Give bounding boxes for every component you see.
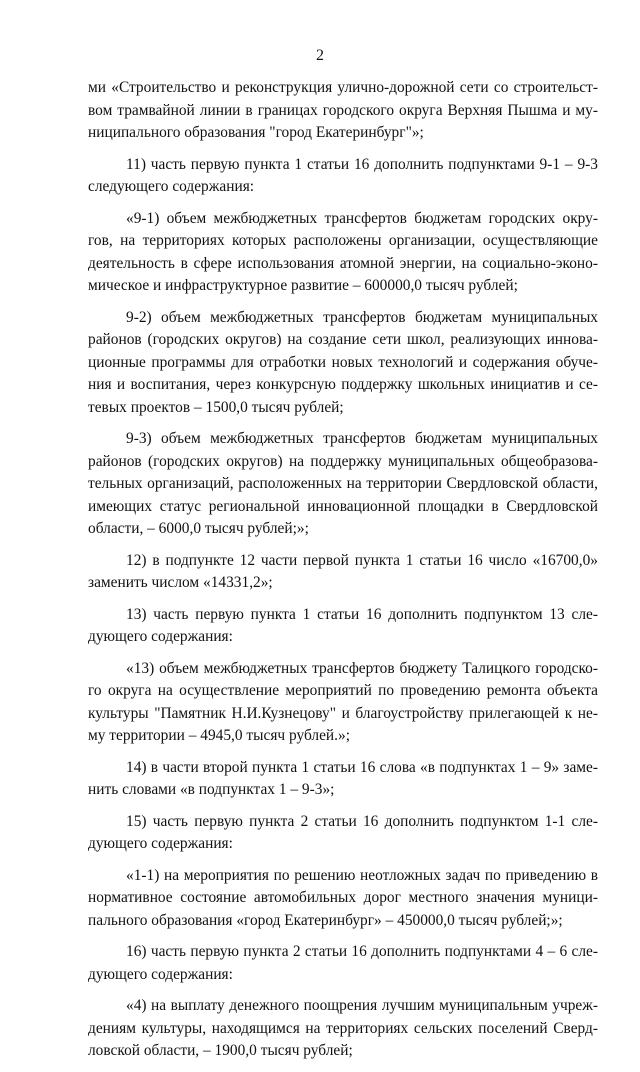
page-number: 2 — [316, 47, 324, 64]
text-line: районов (городских округов) на создание сети школ, реализующих иннова- — [88, 331, 598, 348]
text-line: дениям культуры, находящимся на территориях сельских поселений Сверд- — [88, 1019, 598, 1037]
text-line: 13) часть первую пункта 1 статьи 16 дополнить подпунктом 13 сле- — [126, 605, 598, 623]
text-line: 14) в части второй пункта 1 статьи 16 слова «в подпунктах 1 – 9» заме- — [126, 758, 598, 776]
text-line: 9-3) объем межбюджетных трансфертов бюджетам муниципальных — [126, 430, 598, 447]
text-line: имеющих статус региональной инновационной площадки в Свердловской — [88, 497, 598, 515]
paragraph — [88, 550, 598, 595]
text-line: культуры "Памятник Н.И.Кузнецову" и благоустройству прилегающей к не- — [88, 704, 598, 722]
text-line: мическое и инфраструктурное развитие – 600000,0 тысяч рублей; — [88, 277, 518, 294]
paragraph — [88, 77, 598, 145]
text-line: дующего содержания: — [88, 965, 233, 983]
paragraph — [88, 995, 598, 1063]
paragraph — [88, 658, 598, 748]
text-line: дующего содержания: — [88, 835, 233, 852]
text-line: заменить числом «14331,2»; — [88, 574, 273, 591]
text-line: ниципального образования "город Екатеринбург"»; — [88, 124, 424, 141]
text-line: тевых проектов – 1500,0 тысяч рублей; — [88, 398, 344, 416]
paragraph — [88, 154, 598, 199]
text-line: 9-2) объем межбюджетных трансфертов бюджетам муниципальных — [126, 308, 598, 326]
paragraph — [88, 208, 598, 298]
text-line: «13) объем межбюджетных трансфертов бюджету Талицкого городско- — [126, 659, 598, 677]
paragraph — [88, 941, 598, 986]
paragraph — [88, 757, 598, 802]
text-line: ционные программы для отработки новых технологий и содержания обуче- — [88, 353, 598, 371]
text-line: му территории – 4945,0 тысяч рублей.»; — [88, 727, 350, 744]
text-line: гов, на территориях которых расположены организации, осуществляющие — [88, 232, 598, 249]
text-line: ния и воспитания, через конкурсную поддержку школьных инициатив и се- — [88, 376, 598, 393]
paragraph — [88, 428, 598, 541]
paragraph — [88, 865, 598, 933]
text-line: следующего содержания: — [88, 178, 255, 195]
paragraph — [88, 604, 598, 649]
text-line: тельных организаций, расположенных на территории Свердловской области, — [88, 475, 598, 492]
text-line: дующего содержания: — [88, 628, 233, 645]
text-line: ловской области, – 1900,0 тысяч рублей; — [88, 1042, 353, 1059]
text-line: го округа на осуществление мероприятий по проведению ремонта объекта — [88, 682, 598, 699]
text-line: 15) часть первую пункта 2 статьи 16 дополнить подпунктом 1-1 сле- — [126, 812, 598, 830]
text-line: «4) на выплату денежного поощрения лучшим муниципальным учреж- — [126, 997, 598, 1014]
text-line: «9-1) объем межбюджетных трансфертов бюджетам городских окру- — [126, 209, 598, 227]
text-line: области, – 6000,0 тысяч рублей;»; — [88, 520, 309, 537]
text-line: 12) в подпункте 12 части первой пункта 1 статьи 16 число «16700,0» — [126, 551, 598, 569]
text-line: нормативное состояние автомобильных дорог местного значения муници- — [88, 889, 598, 906]
text-line: «1-1) на мероприятия по решению неотложных задач по приведению в — [126, 866, 598, 884]
text-line: деятельность в сфере использования атомной энергии, на социально-эконо- — [88, 254, 598, 272]
text-line: 11) часть первую пункта 1 статьи 16 дополнить подпунктами 9-1 – 9-3 — [126, 155, 598, 173]
text-line: районов (городских округов) на поддержку муниципальных общеобразова- — [88, 452, 598, 470]
paragraph — [88, 811, 598, 856]
paragraph — [88, 307, 598, 420]
text-line: пального образования «город Екатеринбург» – 450000,0 тысяч рублей;»; — [88, 911, 563, 929]
text-line: ми «Строительство и реконструкция улично-дорожной сети со строительст- — [88, 79, 598, 96]
text-line: нить словами «в подпунктах 1 – 9-3»; — [88, 781, 335, 798]
document-body — [88, 77, 598, 1072]
text-line: вом трамвайной линии в границах городского округа Верхняя Пышма и му- — [88, 101, 598, 119]
text-line: 16) часть первую пункта 2 статьи 16 дополнить подпунктами 4 – 6 сле- — [126, 943, 598, 960]
